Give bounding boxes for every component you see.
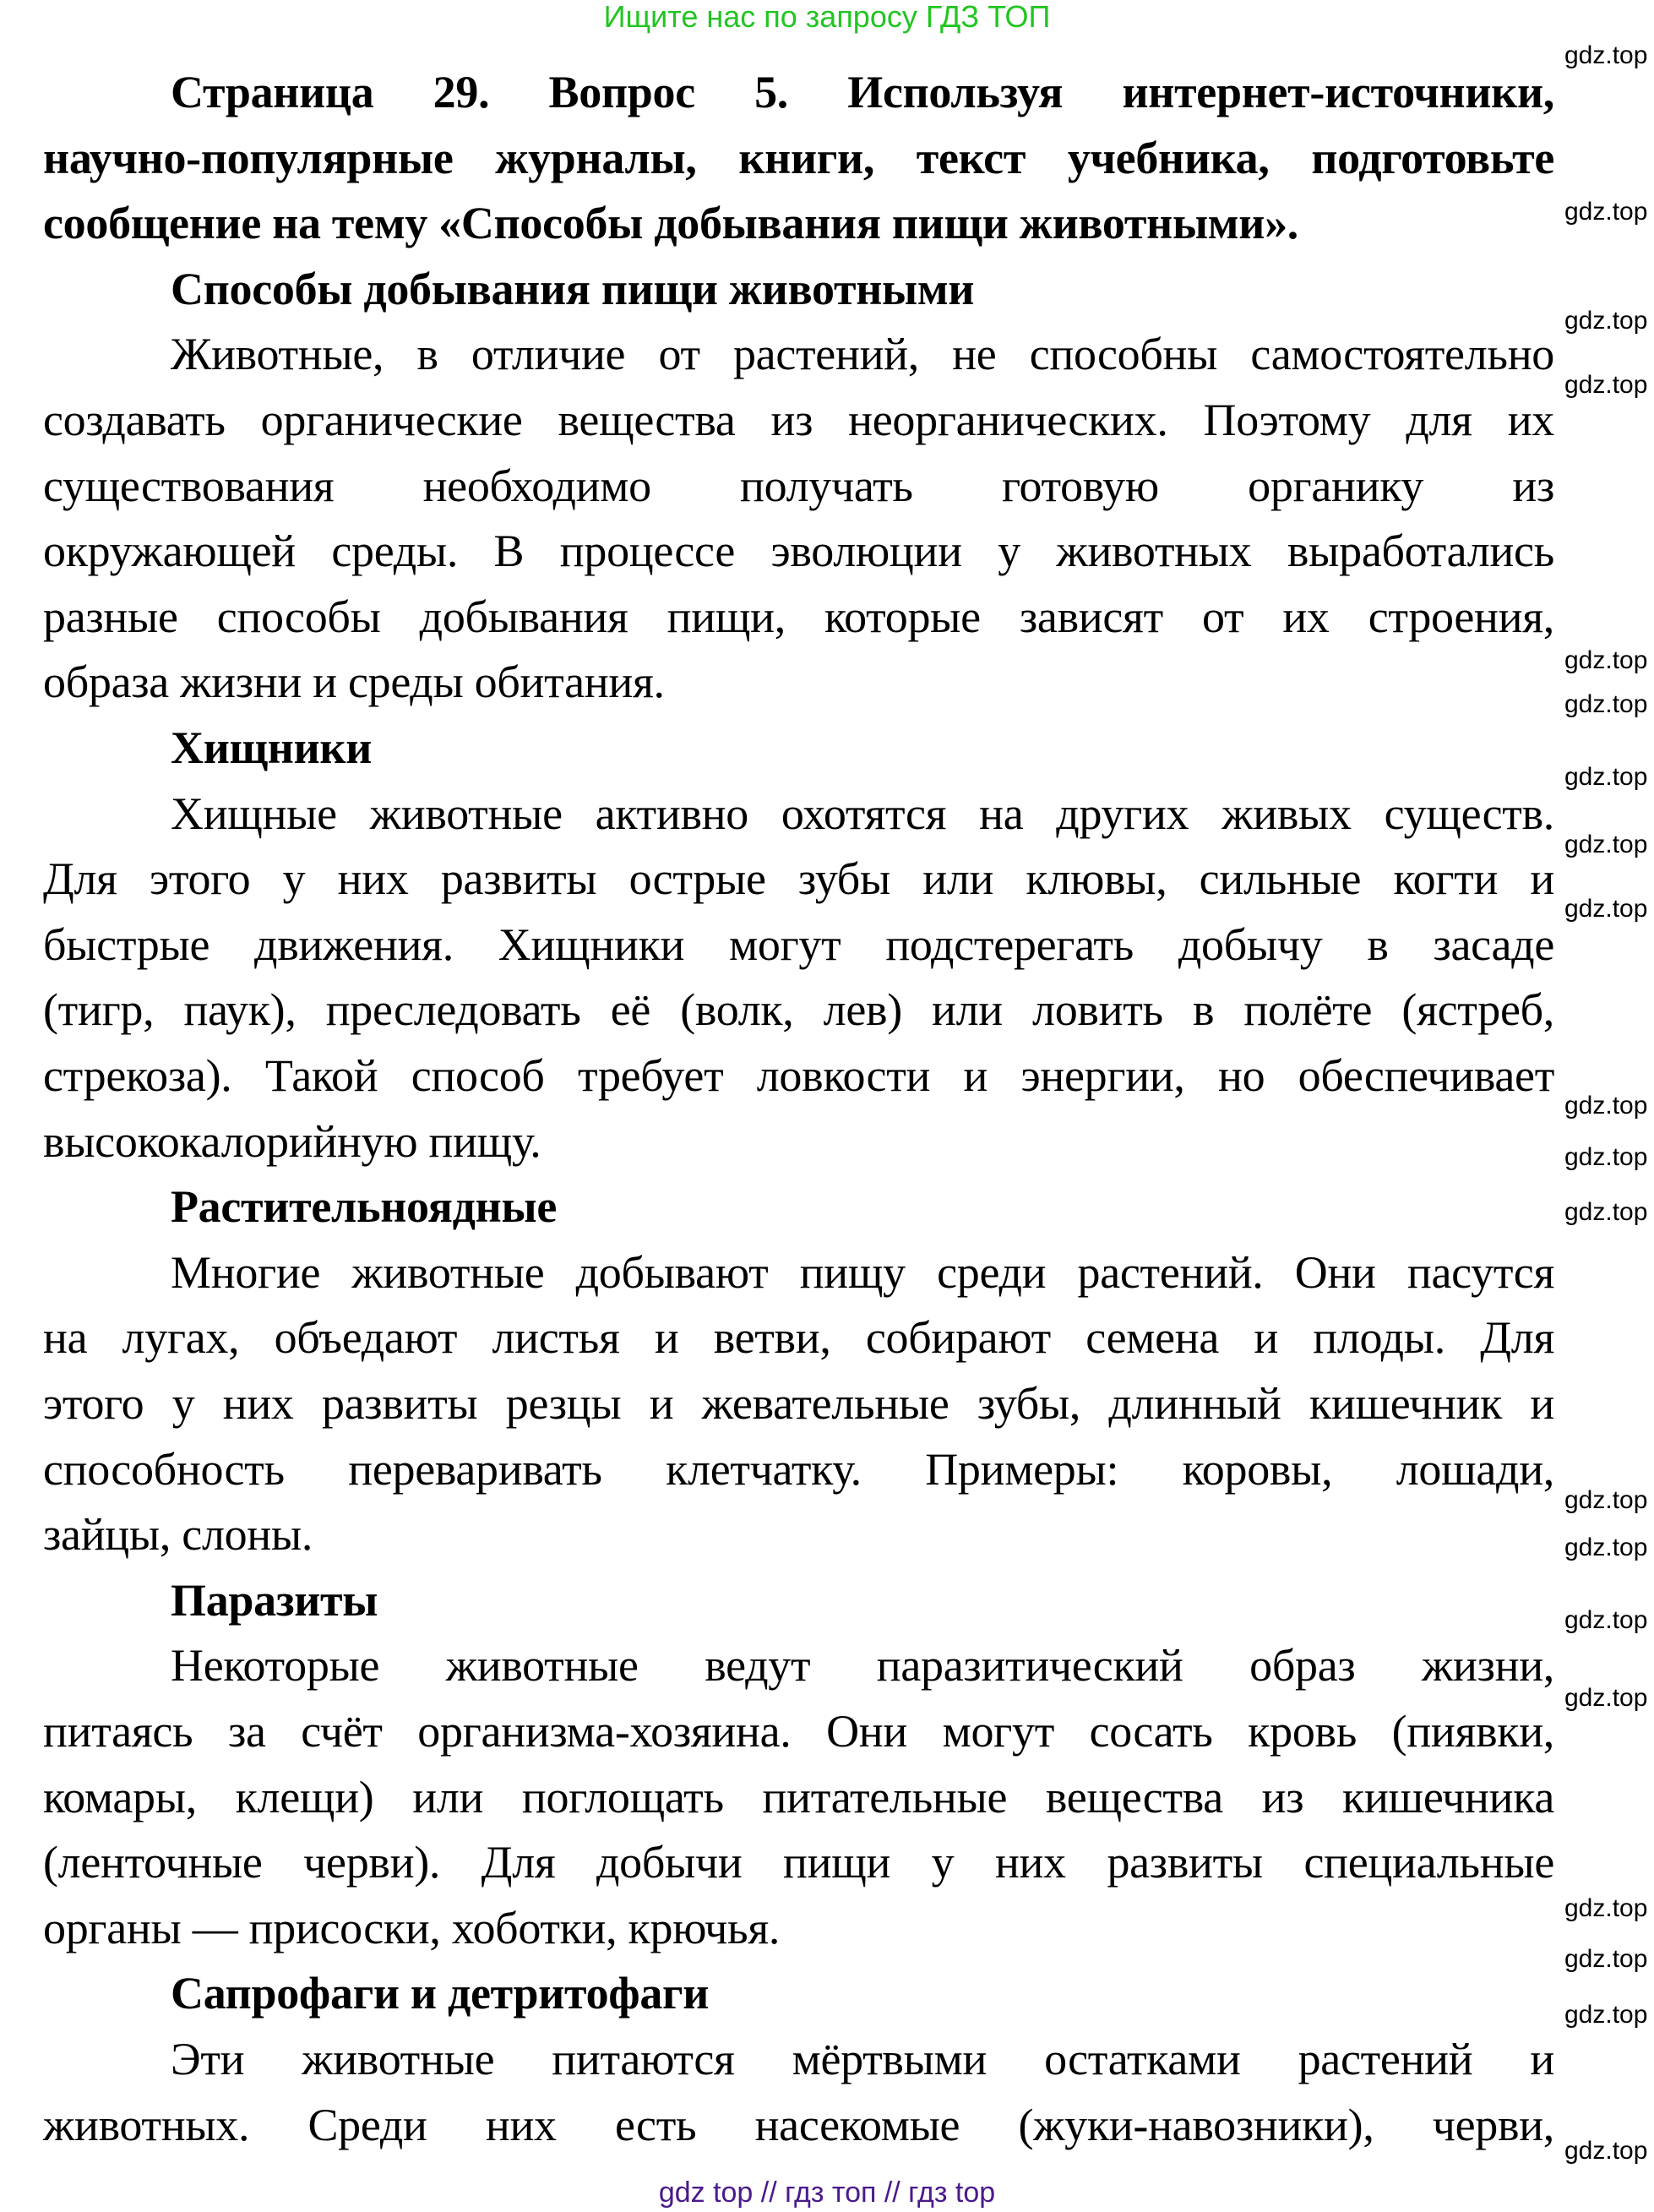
paragraph-line: органы — присоски, хоботки, крючья. <box>43 1903 781 1953</box>
watermark: gdz.top <box>1564 1945 1648 1973</box>
section-heading: Сапрофаги и детритофаги <box>171 1968 710 2019</box>
paragraph-line: зайцы, слоны. <box>43 1509 313 1560</box>
paragraph-line: комары, клещи) или поглощать питательные вещества из кишечника <box>43 1772 1554 1822</box>
paragraph-line: Многие животные добывают пищу среди растений. Они пасутся <box>171 1247 1554 1298</box>
section-heading: Паразиты <box>171 1575 378 1626</box>
watermark: gdz.top <box>1564 831 1648 858</box>
paragraph-line: Эти животные питаются мёртвыми остатками растений и <box>171 2034 1554 2084</box>
paragraph-line: высококалорийную пищу. <box>43 1116 541 1167</box>
question-line: сообщение на тему «Способы добывания пищи животными». <box>43 198 1299 248</box>
search-banner[interactable]: Ищите нас по запросу ГДЗ ТОП <box>603 0 1051 34</box>
watermark: gdz.top <box>1564 1143 1648 1171</box>
paragraph-line: разные способы добывания пищи, которые зависят от их строения, <box>43 591 1554 642</box>
watermark: gdz.top <box>1564 1606 1648 1634</box>
watermark: gdz.top <box>1564 895 1648 923</box>
watermark: gdz.top <box>1564 2137 1648 2165</box>
paragraph-line: создавать органические вещества из неорганических. Поэтому для их <box>43 395 1554 445</box>
question-line: научно-популярные журналы, книги, текст учебника, подготовьте <box>43 133 1554 183</box>
watermark: gdz.top <box>1564 1486 1648 1514</box>
watermark: gdz.top <box>1564 371 1648 399</box>
paragraph-line: быстрые движения. Хищники могут подстерегать добычу в засаде <box>43 919 1554 970</box>
watermark: gdz.top <box>1564 690 1648 718</box>
watermark: gdz.top <box>1564 1534 1648 1561</box>
question-line: Страница 29. Вопрос 5. Используя интернет-источники, <box>171 67 1554 117</box>
paragraph-line: стрекоза). Такой способ требует ловкости и энергии, но обеспечивает <box>43 1050 1554 1101</box>
watermark: gdz.top <box>1564 646 1648 674</box>
paragraph-line: Некоторые животные ведут паразитический образ жизни, <box>171 1640 1554 1691</box>
paragraph-line: существования необходимо получать готовую органику из <box>43 460 1554 511</box>
watermark: gdz.top <box>1564 198 1648 226</box>
paragraph-line: Для этого у них развиты острые зубы или клювы, сильные когти и <box>43 853 1554 904</box>
watermark: gdz.top <box>1564 2001 1648 2029</box>
watermark: gdz.top <box>1564 307 1648 335</box>
paragraph-line: животных. Среди них есть насекомые (жуки-навозники), черви, <box>43 2100 1554 2150</box>
paragraph-line: окружающей среды. В процессе эволюции у животных выработались <box>43 526 1554 576</box>
paragraph-line: способность переваривать клетчатку. Примеры: коровы, лошади, <box>43 1444 1554 1495</box>
footer-links[interactable]: gdz top // гдз топ // гдз top <box>658 2177 996 2209</box>
section-heading: Растительноядные <box>171 1181 557 1232</box>
paragraph-line: (тигр, паук), преследовать её (волк, лев) или ловить в полёте (ястреб, <box>43 984 1554 1035</box>
paragraph-line: образа жизни и среды обитания. <box>43 657 665 707</box>
watermark: gdz.top <box>1564 1092 1648 1120</box>
paragraph-line: Хищные животные активно охотятся на других живых существ. <box>171 788 1554 839</box>
watermark: gdz.top <box>1564 763 1648 791</box>
section-heading: Хищники <box>171 722 373 773</box>
paragraph-line: этого у них развиты резцы и жевательные зубы, длинный кишечник и <box>43 1378 1554 1429</box>
watermark: gdz.top <box>1564 1894 1648 1922</box>
watermark: gdz.top <box>1564 1198 1648 1226</box>
paragraph-line: на лугах, объедают листья и ветви, собирают семена и плоды. Для <box>43 1312 1554 1363</box>
paragraph-line: Животные, в отличие от растений, не способны самостоятельно <box>171 329 1554 379</box>
page-title: Способы добывания пищи животными <box>171 264 975 314</box>
watermark: gdz.top <box>1564 1684 1648 1712</box>
watermark: gdz.top <box>1564 41 1648 69</box>
paragraph-line: (ленточные черви). Для добычи пищи у них развиты специальные <box>43 1837 1554 1888</box>
paragraph-line: питаясь за счёт организма-хозяина. Они могут сосать кровь (пиявки, <box>43 1706 1554 1757</box>
